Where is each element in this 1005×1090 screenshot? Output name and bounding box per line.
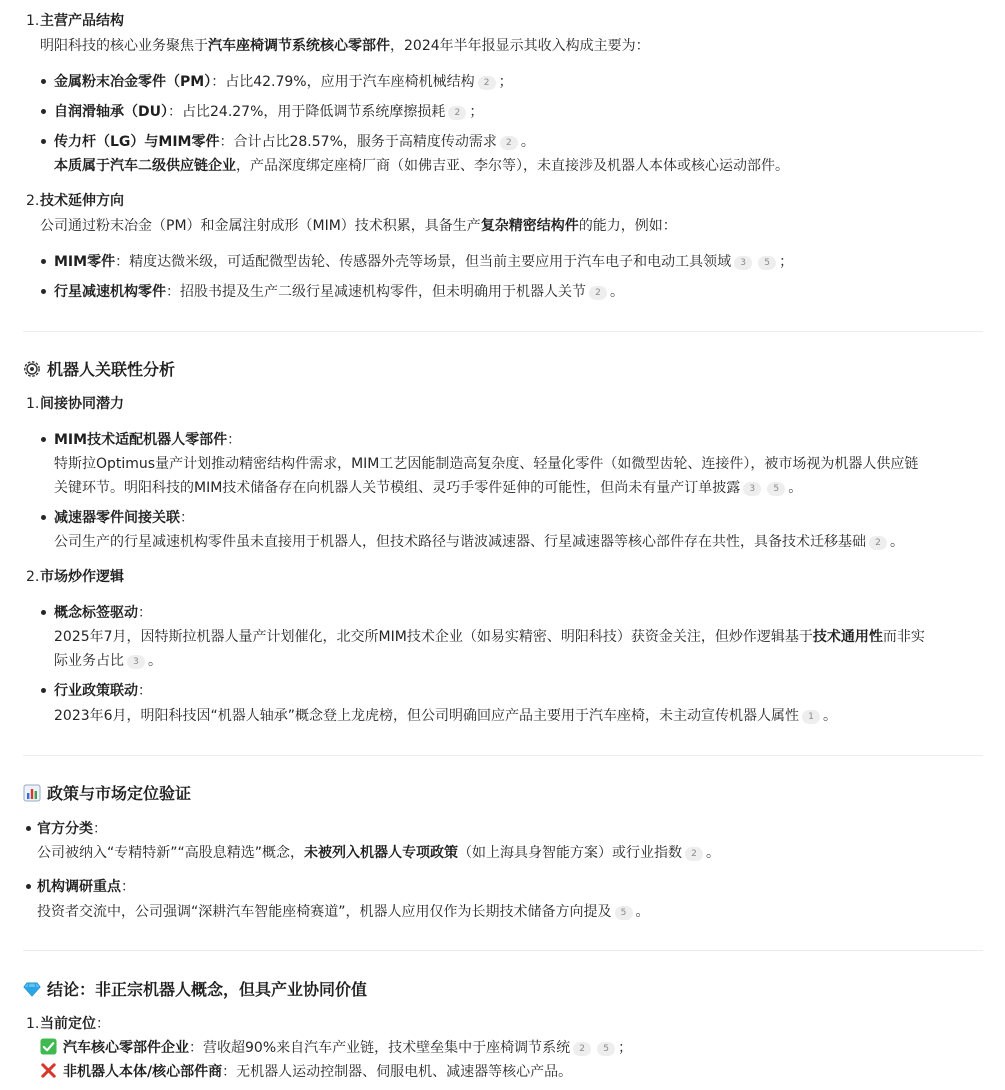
citation-badge[interactable]: 5 xyxy=(767,482,785,496)
divider xyxy=(23,331,983,332)
citation-badge[interactable]: 2 xyxy=(685,847,703,861)
position-not-robot: 非机器人本体/核心部件商：无机器人运动控制器、伺服电机、减速器等核心产品。 xyxy=(40,1062,572,1082)
citation-badge[interactable]: 2 xyxy=(448,106,466,120)
section-title-conclusion: 结论：非正宗机器人概念，但具产业协同价值 xyxy=(23,979,367,1001)
list-item-mim-robot-label: MIM技术适配机器人零部件： xyxy=(54,432,242,448)
list-number: 1. xyxy=(26,13,40,29)
subsection-title-tech-extension: 技术延伸方向 xyxy=(40,193,124,209)
citation-badge[interactable]: 3 xyxy=(743,482,761,496)
bullet xyxy=(41,688,46,693)
list-number: 1. xyxy=(26,396,40,412)
position-auto-parts: 汽车核心零部件企业：营收超90%来自汽车产业链，技术壁垒集中于座椅调节系统 2 5 ； xyxy=(40,1038,632,1058)
list-item-du: 自润滑轴承（DU）：占比24.27%，用于降低调节系统摩擦损耗 2 ； xyxy=(54,104,484,120)
citation-badge[interactable]: 5 xyxy=(615,906,633,920)
list-item-concept-label: 概念标签驱动： xyxy=(54,605,152,621)
citation-badge[interactable]: 2 xyxy=(478,76,496,90)
divider xyxy=(23,755,983,756)
gear-icon xyxy=(23,360,41,378)
concept-detail-line1: 2025年7月，因特斯拉机器人量产计划催化，北交所MIM技术企业（如易实精密、明阳科技）获资金关注，但炒作逻辑基于技术通用性而非实 xyxy=(54,629,925,645)
bullet xyxy=(26,826,31,831)
check-mark-icon xyxy=(40,1038,57,1055)
citation-badge[interactable]: 2 xyxy=(869,536,887,550)
citation-badge[interactable]: 2 xyxy=(589,286,607,300)
divider xyxy=(23,950,983,951)
tech-extension-intro: 公司通过粉末冶金（PM）和金属注射成形（MIM）技术积累，具备生产复杂精密结构件的能力，例如： xyxy=(40,218,677,234)
main-products-intro: 明阳科技的核心业务聚焦于汽车座椅调节系统核心零部件，2024年半年报显示其收入构成主要为： xyxy=(40,38,650,54)
gem-icon xyxy=(23,980,41,998)
subsection-title-main-products: 主营产品结构 xyxy=(40,13,124,29)
list-number: 2. xyxy=(26,193,40,209)
bullet xyxy=(41,610,46,615)
citation-badge[interactable]: 5 xyxy=(758,256,776,270)
bullet xyxy=(41,259,46,264)
supply-chain-note: 本质属于汽车二级供应链企业，产品深度绑定座椅厂商（如佛吉亚、李尔等），未直接涉及机器人本体或核心运动部件。 xyxy=(54,158,789,174)
cross-mark-icon xyxy=(40,1062,57,1079)
list-item-mim-parts: MIM零件：精度达微米级，可适配微型齿轮、传感器外壳等场景，但当前主要应用于汽车电子和电动工具领域 3 5 ； xyxy=(54,254,794,270)
list-item-policy-link-label: 行业政策联动： xyxy=(54,683,152,699)
citation-badge[interactable]: 2 xyxy=(573,1042,591,1056)
bullet xyxy=(26,884,31,889)
list-item-pm: 金属粉末冶金零件（PM）：占比42.79%，应用于汽车座椅机械结构 2 ； xyxy=(54,74,513,90)
subsection-title-indirect-synergy: 间接协同潜力 xyxy=(40,396,124,412)
bullet xyxy=(41,79,46,84)
bullet xyxy=(41,437,46,442)
bullet xyxy=(41,139,46,144)
citation-badge[interactable]: 3 xyxy=(127,655,145,669)
list-item-official-class-label: 官方分类： xyxy=(37,821,107,837)
bullet xyxy=(41,289,46,294)
bullet xyxy=(41,515,46,520)
bar-chart-icon xyxy=(23,784,41,802)
section-title-robot-relevance: 机器人关联性分析 xyxy=(23,359,175,381)
list-item-planetary-reducer: 行星减速机构零件：招股书提及生产二级行星减速机构零件，但未明确用于机器人关节 2 。 xyxy=(54,284,624,300)
policy-link-detail: 2023年6月，明阳科技因“机器人轴承”概念登上龙虎榜，但公司明确回应产品主要用于汽车座椅，未主动宣传机器人属性 1 。 xyxy=(54,708,838,724)
official-class-detail: 公司被纳入“专精特新”“高股息精选”概念，未被列入机器人专项政策（如上海具身智能方案）或行业指数 2 。 xyxy=(37,845,721,861)
concept-detail-line2: 际业务占比 3 。 xyxy=(54,653,162,669)
list-item-research-focus-label: 机构调研重点： xyxy=(37,879,135,895)
bullet xyxy=(41,109,46,114)
section-title-policy-market: 政策与市场定位验证 xyxy=(23,783,191,805)
list-item-lg-mim: 传力杆（LG）与MIM零件：合计占比28.57%，服务于高精度传动需求 2 。 xyxy=(54,134,535,150)
list-item-reducer-link-label: 减速器零件间接关联： xyxy=(54,510,194,526)
mim-robot-detail-line1: 特斯拉Optimus量产计划推动精密结构件需求，MIM工艺因能制造高复杂度、轻量化零件（如微型齿轮、连接件），被市场视为机器人供应链 xyxy=(54,456,919,472)
subsection-title-current-position: 当前定位： xyxy=(40,1016,110,1032)
citation-badge[interactable]: 1 xyxy=(802,710,820,724)
citation-badge[interactable]: 5 xyxy=(597,1042,615,1056)
research-focus-detail: 投资者交流中，公司强调“深耕汽车智能座椅赛道”，机器人应用仅作为长期技术储备方向提及 5 。 xyxy=(37,904,650,920)
citation-badge[interactable]: 2 xyxy=(500,136,518,150)
list-number: 1. xyxy=(26,1016,40,1032)
citation-badge[interactable]: 3 xyxy=(734,256,752,270)
reducer-link-detail: 公司生产的行星减速机构零件虽未直接用于机器人，但技术路径与谐波减速器、行星减速器等核心部件存在共性，具备技术迁移基础 2 。 xyxy=(54,534,904,550)
subsection-title-market-hype: 市场炒作逻辑 xyxy=(40,569,124,585)
list-number: 2. xyxy=(26,569,40,585)
mim-robot-detail-line2: 关键环节。明阳科技的MIM技术储备存在向机器人关节模组、灵巧手零件延伸的可能性，但尚未有量产订单披露 3 5 。 xyxy=(54,480,803,496)
